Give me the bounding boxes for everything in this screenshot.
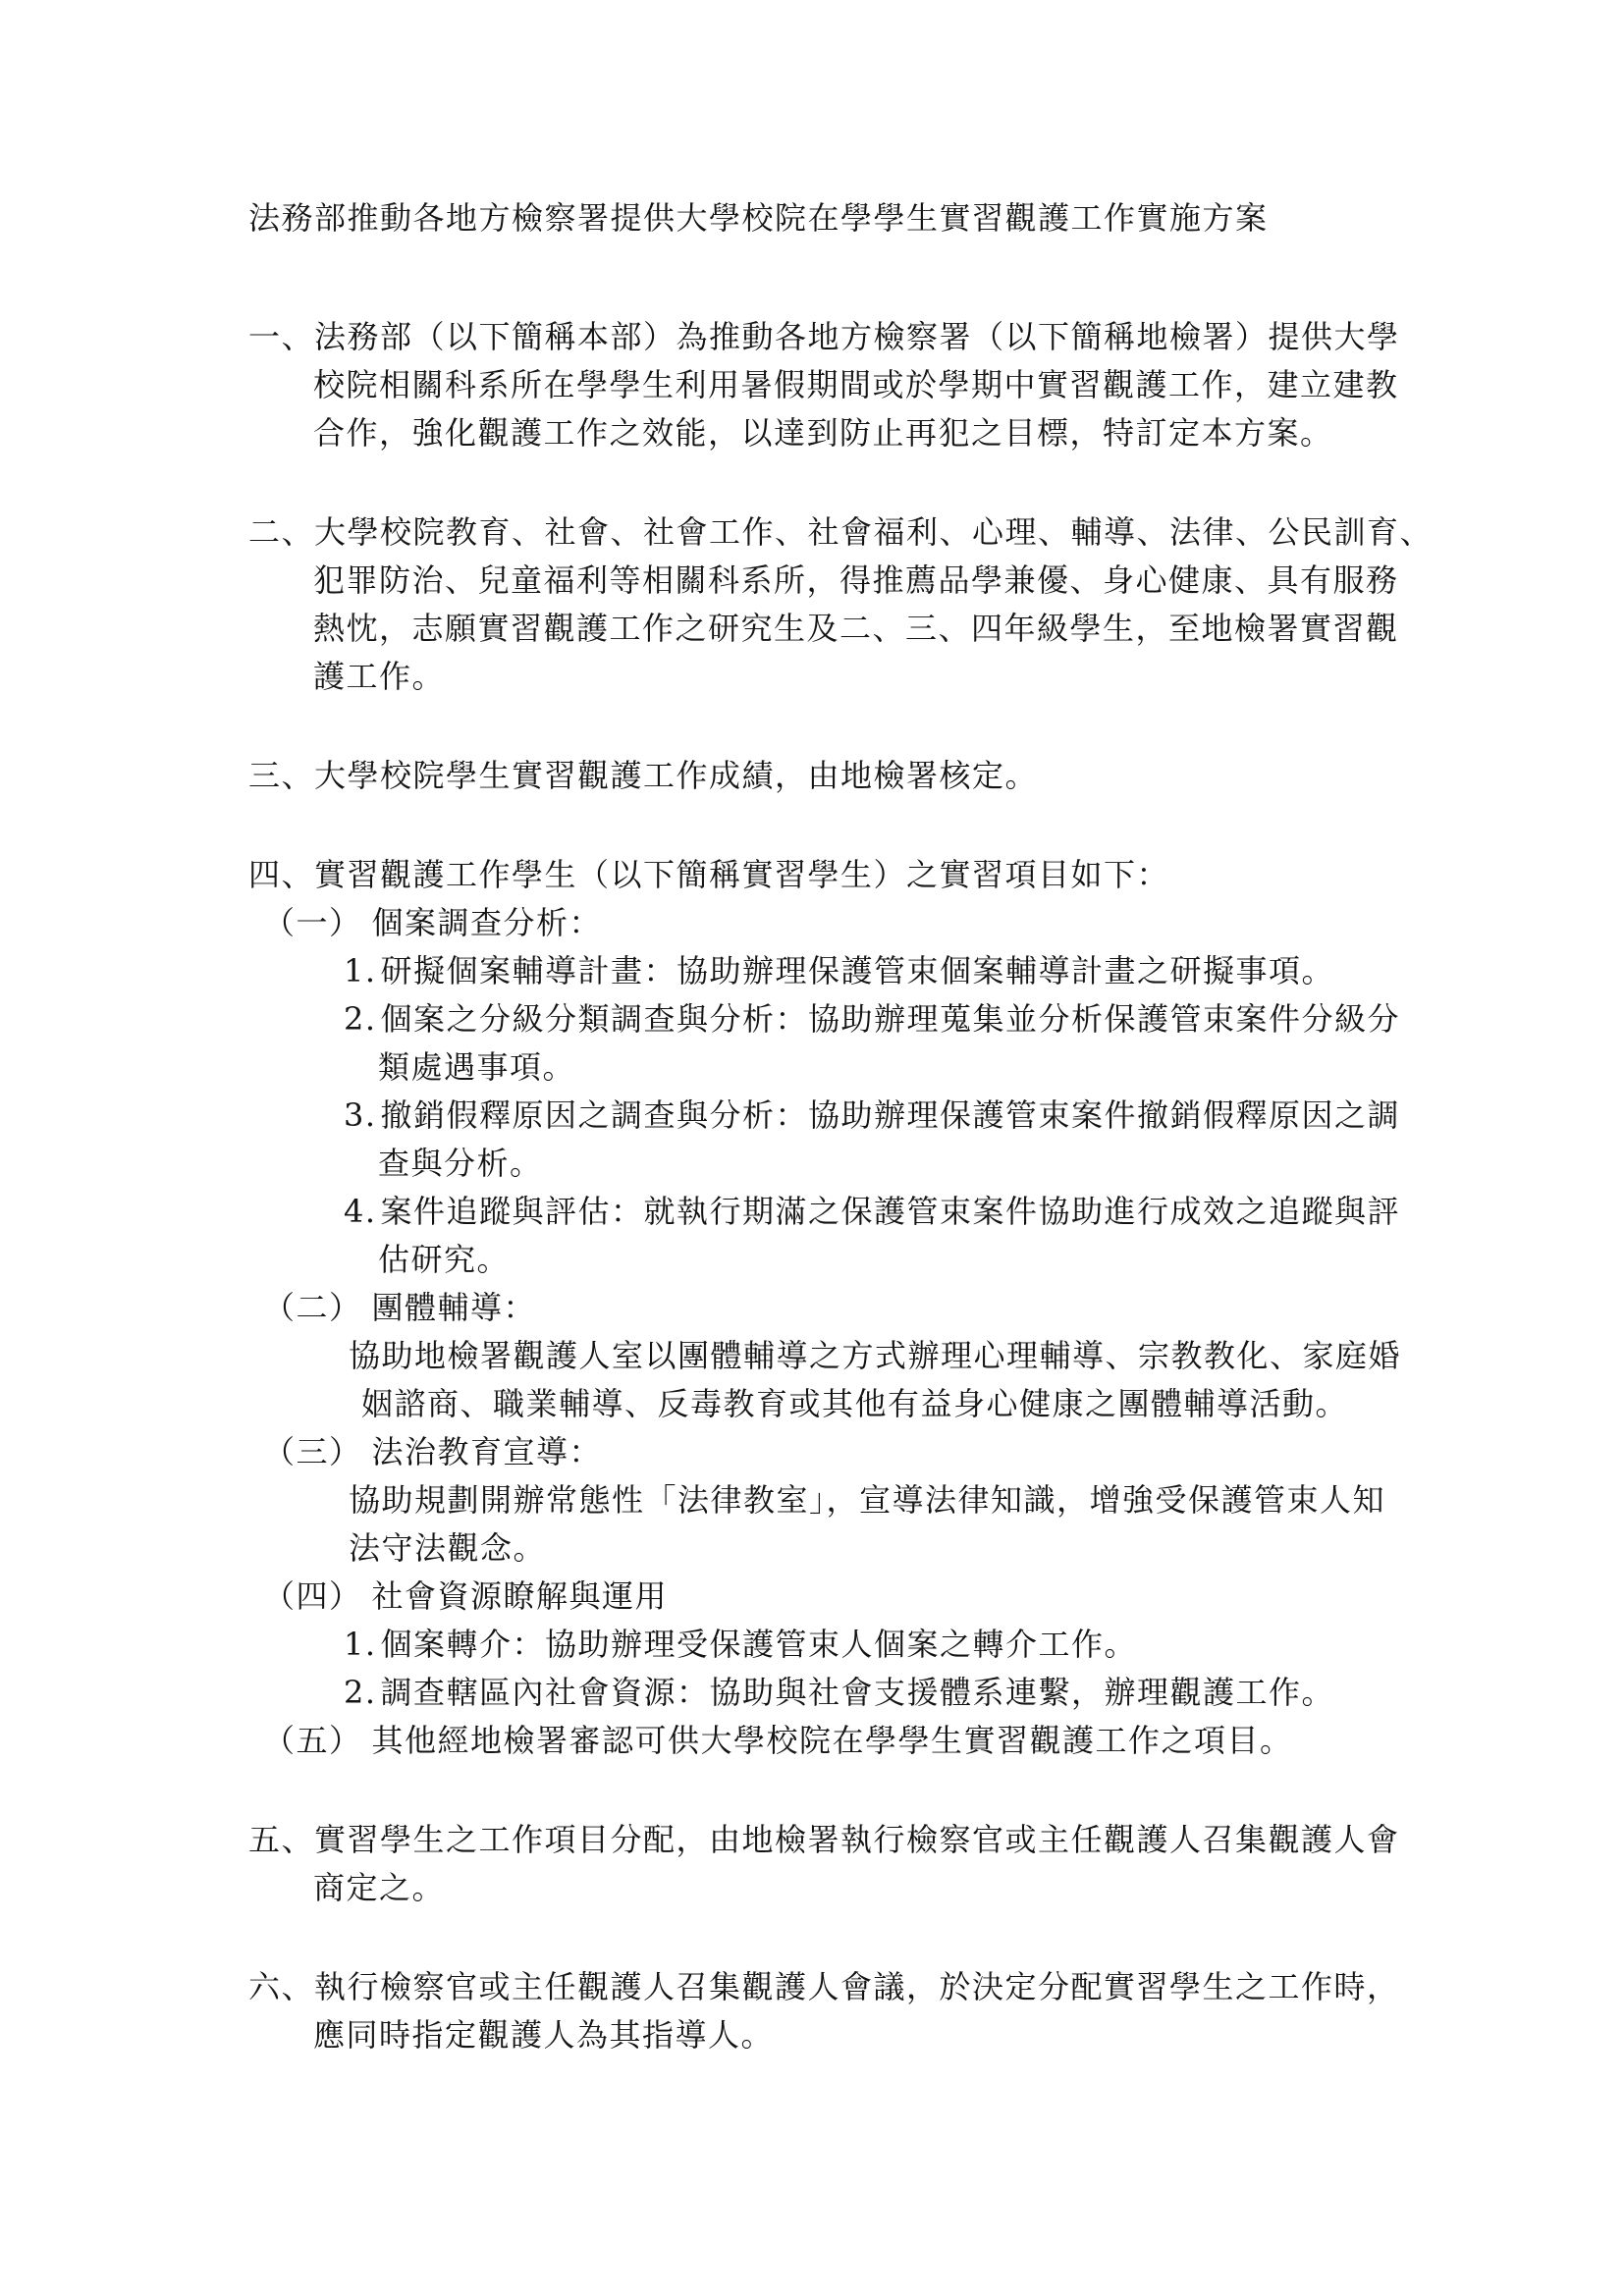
item-4-1-3-cont: 查與分析。: [378, 1145, 543, 1182]
item-4-4-1-text: 個案轉介：協助辦理受保護管束人個案之轉介工作。: [380, 1626, 1138, 1663]
item-4-4-2-label: 2.: [344, 1674, 377, 1711]
subsection-4-3-heading: [263, 1428, 1467, 1476]
item-4-1-3-label: 3.: [344, 1096, 377, 1134]
section-1-text-1: 法務部（以下簡稱本部）為推動各地方檢察署（以下簡稱地檢署）提供大學: [314, 318, 1400, 355]
section-2-label: 二、: [248, 513, 315, 551]
section-2-line-4: 護工作。: [313, 658, 446, 695]
section-6-line-2: 應同時指定觀護人為其指導人。: [313, 2016, 775, 2054]
item-4-1-2: [344, 995, 1467, 1043]
item-4-1-3: [344, 1092, 1467, 1140]
subsection-4-1-heading: [263, 899, 1467, 947]
subsection-4-4-label: （四）: [263, 1577, 362, 1615]
section-5-line-1: [248, 1816, 1467, 1864]
section-4-label: 四、: [248, 856, 315, 893]
subsection-4-2-label: （二）: [263, 1289, 362, 1326]
section-2-line-1: [248, 508, 1467, 557]
section-5-text-1: 實習學生之工作項目分配，由地檢署執行檢察官或主任觀護人召集觀護人會: [314, 1821, 1400, 1858]
subsection-4-1-title: 個案調查分析：: [371, 904, 603, 941]
item-4-1-1-text: 研擬個案輔導計畫：協助辦理保護管束個案輔導計畫之研擬事項。: [380, 952, 1335, 989]
item-4-4-2: [344, 1669, 1467, 1717]
subsection-4-2-title: 團體輔導：: [371, 1289, 537, 1326]
item-4-1-4-cont: 估研究。: [378, 1241, 511, 1278]
document-title: 法務部推動各地方檢察署提供大學校院在學學生實習觀護工作實施方案: [248, 199, 1269, 237]
subsection-4-2-body-2: 姻諮商、職業輔導、反毒教育或其他有益身心健康之團體輔導活動。: [361, 1385, 1349, 1422]
subsection-4-4-heading: [263, 1573, 1467, 1621]
section-3-label: 三、: [248, 757, 315, 794]
section-4-header: [248, 851, 1467, 899]
section-4: [248, 851, 1467, 1765]
section-6-line-1: [248, 1963, 1467, 2011]
subsection-4-3-label: （三）: [263, 1433, 362, 1470]
section-1-line-2: 校院相關科系所在學學生利用暑假期間或於學期中實習觀護工作，建立建教: [313, 366, 1399, 403]
item-4-1-4: [344, 1188, 1467, 1236]
section-3-line-1: [248, 752, 1467, 800]
subsection-4-4-title: 社會資源瞭解與運用: [371, 1577, 669, 1615]
subsection-4-5-heading: [263, 1717, 1467, 1765]
item-4-4-1-label: 1.: [344, 1626, 377, 1663]
section-6-label: 六、: [248, 1968, 315, 2005]
item-4-1-1: [344, 947, 1467, 995]
item-4-1-1-label: 1.: [344, 952, 377, 989]
subsection-4-1-label: （一）: [263, 904, 362, 941]
section-1-label: 一、: [248, 318, 315, 355]
section-2-text-1: 大學校院教育、社會、社會工作、社會福利、心理、輔導、法律、公民訓育、: [314, 513, 1434, 551]
item-4-1-3-text: 撤銷假釋原因之調查與分析：協助辦理保護管束案件撤銷假釋原因之調: [380, 1096, 1401, 1134]
section-2: [248, 508, 1467, 701]
item-4-1-4-label: 4.: [344, 1193, 377, 1230]
subsection-4-3-body-2: 法守法觀念。: [349, 1529, 547, 1567]
item-4-1-4-text: 案件追蹤與評估：就執行期滿之保護管束案件協助進行成效之追蹤與評: [380, 1193, 1401, 1230]
section-3: [248, 752, 1467, 800]
subsection-4-2-body-1: 協助地檢署觀護人室以團體輔導之方式辦理心理輔導、宗教教化、家庭婚: [349, 1337, 1402, 1374]
section-1-line-1: [248, 313, 1467, 361]
item-4-1-2-label: 2.: [344, 1000, 377, 1038]
section-6: [248, 1963, 1467, 2059]
section-1-line-3: 合作，強化觀護工作之效能，以達到防止再犯之目標，特訂定本方案。: [313, 414, 1333, 452]
section-6-text-1: 執行檢察官或主任觀護人召集觀護人會議，於決定分配實習學生之工作時，: [314, 1968, 1400, 2005]
subsection-4-3-body-1: 協助規劃開辦常態性「法律教室」，宣導法律知識，增強受保護管束人知: [349, 1481, 1386, 1519]
item-4-4-1: [344, 1621, 1467, 1669]
section-5-label: 五、: [248, 1821, 315, 1858]
subsection-4-5-label: （五）: [263, 1722, 362, 1759]
subsection-4-5-title: 其他經地檢署審認可供大學校院在學學生實習觀護工作之項目。: [371, 1722, 1293, 1759]
section-5-line-2: 商定之。: [313, 1869, 446, 1906]
item-4-4-2-text: 調查轄區內社會資源：協助與社會支援體系連繫，辦理觀護工作。: [380, 1674, 1335, 1711]
section-1: [248, 313, 1467, 457]
subsection-4-3-title: 法治教育宣導：: [371, 1433, 603, 1470]
section-3-text-1: 大學校院學生實習觀護工作成績，由地檢署核定。: [314, 757, 1039, 794]
section-2-line-3: 熱忱，志願實習觀護工作之研究生及二、三、四年級學生，至地檢署實習觀: [313, 610, 1399, 647]
item-4-1-2-cont: 類處遇事項。: [378, 1048, 576, 1086]
section-5: [248, 1816, 1467, 1912]
section-4-text: 實習觀護工作學生（以下簡稱實習學生）之實習項目如下：: [314, 856, 1170, 893]
item-4-1-2-text: 個案之分級分類調查與分析：協助辦理蒐集並分析保護管束案件分級分: [380, 1000, 1401, 1038]
section-2-line-2: 犯罪防治、兒童福利等相關科系所，得推薦品學兼優、身心健康、具有服務: [313, 561, 1399, 599]
subsection-4-2-heading: [263, 1284, 1467, 1332]
